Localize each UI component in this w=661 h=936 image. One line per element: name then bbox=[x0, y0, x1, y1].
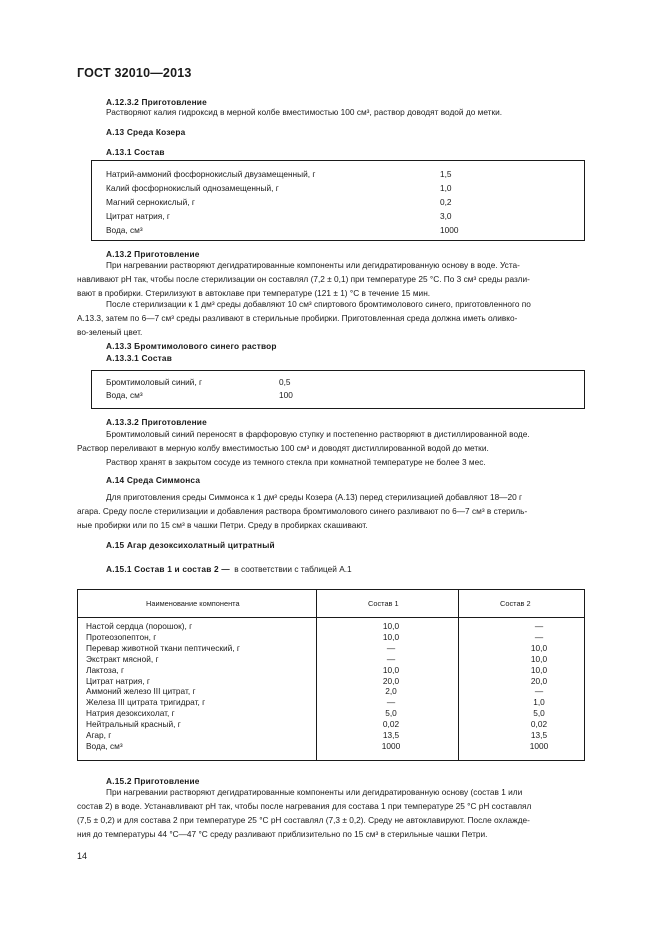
table-cell-composition-2: — bbox=[534, 686, 544, 697]
table-cell-composition-1: 2,0 bbox=[385, 686, 397, 697]
table-cell-composition-1: — bbox=[386, 642, 396, 653]
table-cell-composition-2: 1,0 bbox=[533, 697, 545, 708]
table-cell-composition-1: 20,0 bbox=[382, 675, 400, 686]
table-cell-amount: 1,5 bbox=[440, 169, 452, 179]
paragraph-a14-line-3: ные пробирки или по 15 см³ в чашки Петри. Среду в пробирках скашивают. bbox=[77, 520, 368, 530]
table-cell-component-name: Нейтральный красный, г bbox=[86, 719, 181, 730]
paragraph-a13-2-line-2: навливают pH так, чтобы после стерилизации он составлял (7,2 ± 0,1) при температуре 25 °С. По 3 см³ среды разли- bbox=[77, 274, 530, 284]
table-cell-component-name: Бромтимоловый синий, г bbox=[106, 377, 203, 387]
paragraph-a13-2-line-1: При нагревании растворяют дегидратированные компоненты или дегидратированную основу в воде. Уста- bbox=[106, 260, 520, 270]
table-cell-composition-2: 10,0 bbox=[530, 653, 548, 664]
table-cell-composition-2: 0,02 bbox=[530, 719, 548, 730]
paragraph-a15-2-line-3: (7,5 ± 0,2) и для состава 2 при температуре 25 °С pH составлял (7,3 ± 0,2). Среду не автоклавируют. После охлажде- bbox=[77, 815, 530, 825]
table-cell-component-name: Настой сердца (порошок), г bbox=[86, 621, 193, 631]
paragraph-a13-3-2-line-1: Бромтимоловый синий переносят в фарфоровую ступку и постепенно растворяют в дистиллированной воде. bbox=[106, 429, 530, 439]
table-cell-composition-2: — bbox=[534, 631, 544, 642]
paragraph-a13-2-line-4: После стерилизации к 1 дм³ среды добавляют 10 см³ спиртового бромтимолового синего, приготовленного по bbox=[106, 299, 531, 309]
paragraph-a14-line-2: агара. Среду после стерилизации и добавления раствора бромтимолового синего разливают по 6—7 см³ в стериль- bbox=[77, 506, 528, 516]
table-cell-component-name: Натрий-аммоний фосфорнокислый двузамещенный, г bbox=[106, 169, 316, 179]
table-header-composition-1: Состав 1 bbox=[368, 599, 399, 608]
table-cell-composition-1: 13,5 bbox=[382, 730, 400, 740]
table-cell-composition-2: — bbox=[534, 621, 544, 631]
table-cell-composition-2: 1000 bbox=[529, 740, 549, 751]
table-cell-composition-1: — bbox=[386, 653, 396, 664]
table-cell-component-name: Натрия дезоксихолат, г bbox=[86, 708, 175, 719]
table-column-divider bbox=[316, 590, 317, 760]
table-cell-composition-1: 0,02 bbox=[382, 719, 400, 730]
table-cell-composition-1: 5,0 bbox=[385, 708, 397, 719]
table-cell-composition-2: 5,0 bbox=[533, 708, 545, 719]
table-cell-component-name: Экстракт мясной, г bbox=[86, 653, 159, 664]
table-cell-amount: 100 bbox=[279, 390, 293, 400]
paragraph-a13-2-line-6: во-зеленый цвет. bbox=[77, 327, 143, 337]
heading-a13-2: А.13.2 Приготовление bbox=[106, 249, 200, 259]
table-cell-component-name: Цитрат натрия, г bbox=[106, 211, 170, 221]
heading-a14: А.14 Среда Симмонса bbox=[106, 475, 201, 485]
paragraph-a14-line-1: Для приготовления среды Симмонса к 1 дм³ среды Козера (А.13) перед стерилизацией добавляют 18—20 г bbox=[106, 492, 523, 502]
table-cell-amount: 0,2 bbox=[440, 197, 452, 207]
heading-a15-2: А.15.2 Приготовление bbox=[106, 776, 200, 786]
table-cell-amount: 0,5 bbox=[279, 377, 291, 387]
table-cell-component-name: Цитрат натрия, г bbox=[86, 675, 150, 686]
table-column-divider bbox=[458, 590, 459, 760]
table-cell-composition-2: 13,5 bbox=[530, 730, 548, 740]
paragraph-a15-2-line-2: состав 2) в воде. Устанавливают pH так, чтобы после нагревания для состава 1 при температуре 25 °С pH составлял bbox=[77, 801, 532, 811]
heading-a13-3-1: А.13.3.1 Состав bbox=[106, 353, 173, 363]
table-cell-composition-2: 20,0 bbox=[530, 675, 548, 686]
table-cell-component-name: Протеозопептон, г bbox=[86, 631, 157, 642]
paragraph-a13-3-2-line-2: Раствор переливают в мерную колбу вместимостью 100 см³ и доводят дистиллированной водой до метки. bbox=[77, 443, 489, 453]
heading-a15-1: А.15.1 Состав 1 и состав 2 — bbox=[106, 564, 230, 574]
table-cell-component-name: Аммоний железо III цитрат, г bbox=[86, 686, 196, 697]
table-cell-composition-1: 10,0 bbox=[382, 631, 400, 642]
table-header-composition-2: Состав 2 bbox=[500, 599, 531, 608]
paragraph-a13-2-line-5: А.13.3, затем по 6—7 см³ среды разливают в стерильные пробирки. Приготовленная среда должна иметь оливко- bbox=[77, 313, 518, 323]
table-header-divider bbox=[78, 617, 584, 618]
heading-a13-1: А.13.1 Состав bbox=[106, 147, 165, 157]
table-cell-composition-1: — bbox=[386, 697, 396, 708]
composition-table-a1 bbox=[77, 589, 585, 761]
table-cell-amount: 1,0 bbox=[440, 183, 452, 193]
document-header: ГОСТ 32010—2013 bbox=[77, 66, 192, 80]
table-cell-composition-2: 10,0 bbox=[530, 642, 548, 653]
table-cell-amount: 1000 bbox=[440, 225, 459, 235]
table-cell-component-name: Лактоза, г bbox=[86, 664, 125, 675]
heading-a15-1-line bbox=[106, 559, 352, 577]
composition-table-bromthymol bbox=[91, 370, 585, 409]
heading-a15-1-tail: в соответствии с таблицей А.1 bbox=[234, 564, 352, 574]
heading-a15: А.15 Агар дезоксихолатный цитратный bbox=[106, 540, 275, 550]
table-cell-amount: 3,0 bbox=[440, 211, 452, 221]
paragraph-a15-2-line-4: ния до температуры 44 °С—47 °С среду разливают приблизительно по 15 см³ в стерильные чашки Петри. bbox=[77, 829, 488, 839]
page-number: 14 bbox=[77, 851, 88, 861]
table-cell-component-name: Вода, см³ bbox=[106, 390, 143, 400]
table-cell-component-name: Железа III цитрата тригидрат, г bbox=[86, 697, 206, 708]
paragraph-a13-2-line-3: вают в пробирки. Стерилизуют в автоклаве при температуре (121 ± 1) °С в течение 15 мин. bbox=[77, 288, 431, 298]
table-cell-composition-1: 1000 bbox=[381, 740, 401, 751]
heading-a12-3-2: А.12.3.2 Приготовление bbox=[106, 97, 207, 107]
heading-a13-3-2: А.13.3.2 Приготовление bbox=[106, 417, 207, 427]
table-cell-component-name: Вода, см³ bbox=[106, 225, 143, 235]
paragraph-a15-2-line-1: При нагревании растворяют дегидратированные компоненты или дегидратированную основу (состав 1 или bbox=[106, 787, 523, 797]
table-cell-component-name: Агар, г bbox=[86, 730, 112, 740]
heading-a13: А.13 Среда Козера bbox=[106, 127, 186, 137]
table-cell-composition-1: 10,0 bbox=[382, 664, 400, 675]
paragraph-a13-3-2-line-3: Раствор хранят в закрытом сосуде из темного стекла при комнатной температуре не более 3 мес. bbox=[106, 457, 486, 467]
table-cell-composition-1: 10,0 bbox=[382, 621, 400, 631]
table-header-component: Наименование компонента bbox=[146, 599, 240, 608]
table-cell-component-name: Вода, см³ bbox=[86, 740, 123, 751]
table-cell-component-name: Магний сернокислый, г bbox=[106, 197, 195, 207]
table-cell-component-name: Перевар животной ткани пептический, г bbox=[86, 642, 240, 653]
table-cell-component-name: Калий фосфорнокислый однозамещенный, г bbox=[106, 183, 279, 193]
heading-a13-3: А.13.3 Бромтимолового синего раствор bbox=[106, 341, 277, 351]
table-cell-composition-2: 10,0 bbox=[530, 664, 548, 675]
paragraph-a12-3-2: Растворяют калия гидроксид в мерной колбе вместимостью 100 см³, раствор доводят водой до метки. bbox=[106, 107, 503, 117]
